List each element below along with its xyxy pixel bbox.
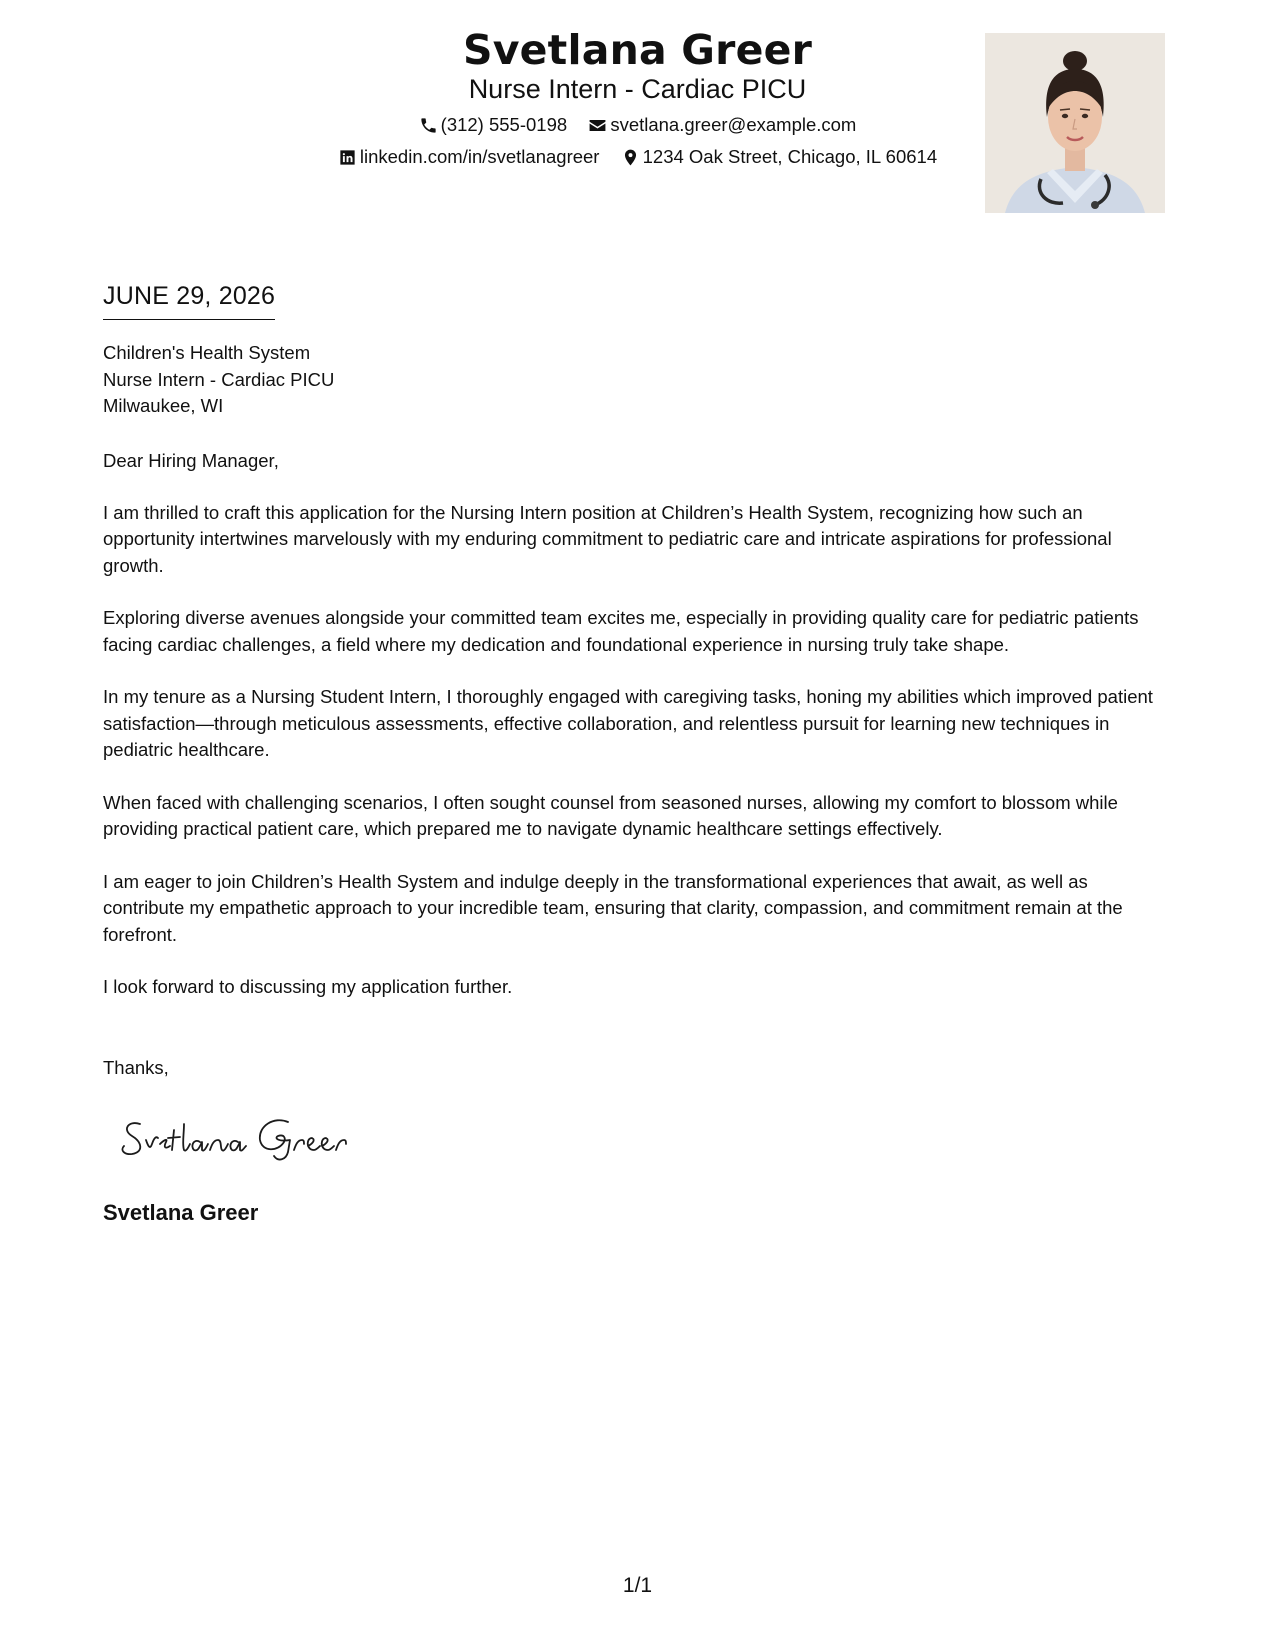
recipient-organization: Children's Health System xyxy=(103,342,311,363)
map-pin-icon xyxy=(621,148,640,167)
resume-header xyxy=(0,0,1275,230)
applicant-name: Svetlana Greer xyxy=(462,26,813,74)
contact-phone xyxy=(419,112,568,138)
body-paragraph: Exploring diverse avenues alongside your committed team excites me, especially in providing quality care for pediatric patients facing cardiac challenges, a field where my dedication and foundational experience in nursing truly take shape. xyxy=(103,607,1139,655)
email-text[interactable]: svetlana.greer@example.com xyxy=(610,114,857,135)
letter-body xyxy=(103,500,1173,1027)
page-number: 1/1 xyxy=(622,1574,653,1597)
body-paragraph: In my tenure as a Nursing Student Intern, I thoroughly engaged with caregiving tasks, honing my abilities which improved patient satisfaction—through meticulous assessments, effective collaboration, and relentless pursuit for learning new techniques in pediatric healthcare. xyxy=(103,686,1153,761)
recipient-location: Milwaukee, WI xyxy=(103,395,224,416)
closing: Thanks, xyxy=(103,1057,169,1078)
recipient-position: Nurse Intern - Cardiac PICU xyxy=(103,368,335,390)
handwritten-signature xyxy=(118,1108,358,1164)
contact-linkedin[interactable] xyxy=(338,144,600,170)
phone-icon xyxy=(419,116,438,135)
envelope-icon xyxy=(588,116,607,135)
linkedin-icon xyxy=(338,148,357,167)
salutation: Dear Hiring Manager, xyxy=(103,450,279,471)
recipient-block xyxy=(103,340,334,420)
profile-photo xyxy=(985,33,1165,213)
letter-date: JUNE 29, 2026 xyxy=(103,279,275,320)
signer-name: Svetlana Greer xyxy=(103,1200,259,1225)
phone-text: (312) 555-0198 xyxy=(440,114,568,135)
contact-email[interactable] xyxy=(588,112,856,138)
body-paragraph: When faced with challenging scenarios, I often sought counsel from seasoned nurses, allowing my comfort to blossom while providing practical patient care, which prepared me to navigate dynamic healthcare settings effectively. xyxy=(103,791,1118,840)
address-text: 1234 Oak Street, Chicago, IL 60614 xyxy=(642,146,938,167)
linkedin-text[interactable]: linkedin.com/in/svetlanagreer xyxy=(359,146,600,167)
body-paragraph: I am thrilled to craft this application for the Nursing Intern position at Children’s Health System, recognizing how such an opportunity intertwines marvelously with my enduring commitment to pediatric care and intricate aspirations for professional growth. xyxy=(103,502,1112,576)
body-paragraph: I am eager to join Children’s Health System and indulge deeply in the transformational experiences that await, as well as contribute my empathetic approach to your incredible team, ensuring that clarity, compassion, and commitment remain at the forefront. xyxy=(103,870,1123,945)
body-paragraph: I look forward to discussing my application further. xyxy=(103,976,513,998)
applicant-title: Nurse Intern - Cardiac PICU xyxy=(468,74,807,104)
contact-address xyxy=(621,144,937,170)
